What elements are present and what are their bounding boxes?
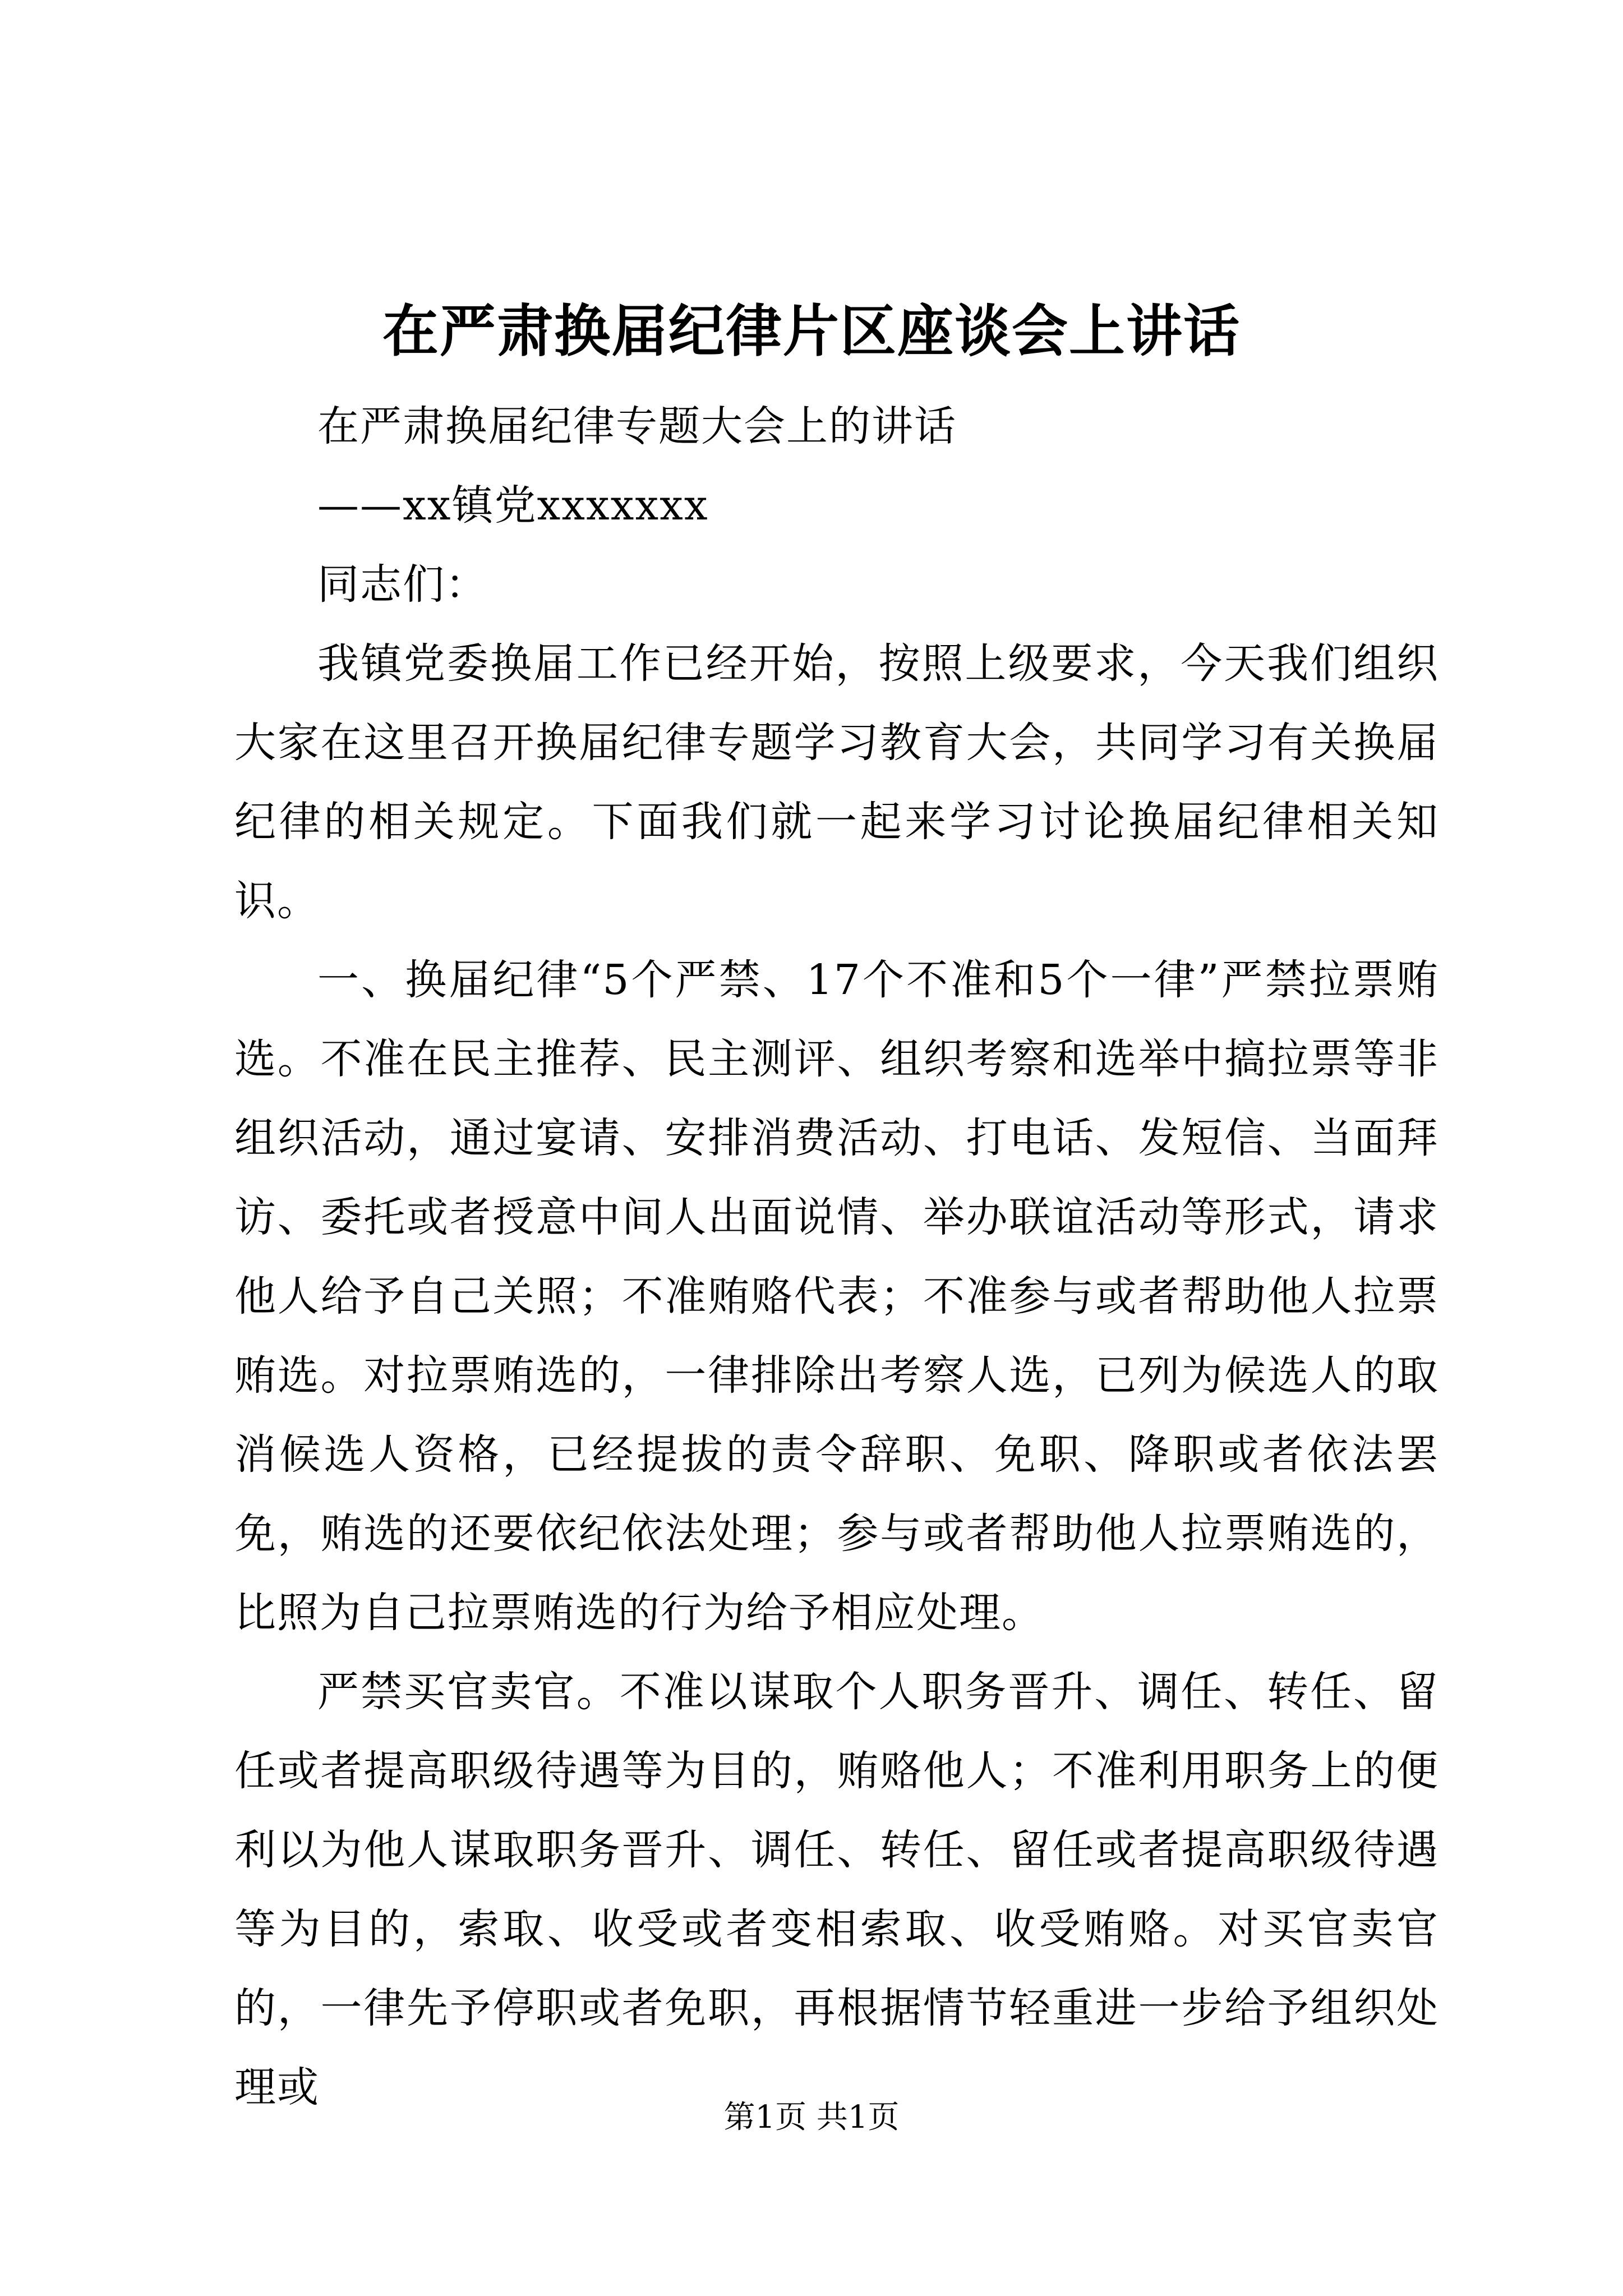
speaker-paragraph: ——xx镇党xxxxxxx [317, 481, 709, 530]
salutation-paragraph: 同志们： [317, 560, 488, 609]
section-one-paragraph: 一、换届纪律“5个严禁、17个不准和5个一律”严禁拉票贿选。不准在民主推荐、民主测评、组织考察和选举中搞拉票等非组织活动，通过宴请、安排消费活动、打电话、发短信、当面拜访、委托或者授意中间人出面说情、举办联谊活动等形式，请求他人给予自己关照；不准贿赂代表；不准参与或者帮助他人拉票贿选。对拉票贿选的，一律排除出考察人选，已列为候选人的取消候选人资格，已经提拔的责令辞职、免职、降职或者依法罢免，贿选的还要依纪依法处理；参与或者帮助他人拉票贿选的，比照为自己拉票贿选的行为给予相应处理。 [234, 956, 1439, 1637]
document-title: 在严肃换届纪律片区座谈会上讲话 [382, 298, 1241, 364]
section-two-paragraph: 严禁买官卖官。不准以谋取个人职务晋升、调任、转任、留任或者提高职级待遇等为目的，贿赂他人；不准利用职务上的便利以为他人谋取职务晋升、调任、转任、留任或者提高职级待遇等为目的，索取、收受或者变相索取、收受贿赂。对买官卖官的，一律先予停职或者免职，再根据情节轻重进一步给予组织处理或 [234, 1668, 1439, 2111]
intro-paragraph: 我镇党委换届工作已经开始，按照上级要求，今天我们组织大家在这里召开换届纪律专题学习教育大会，共同学习有关换届纪律的相关规定。下面我们就一起来学习讨论换届纪律相关知识。 [234, 639, 1439, 925]
page-footer: 第1页 共1页 [723, 2099, 900, 2136]
document-body [234, 387, 1439, 2127]
subtitle-paragraph: 在严肃换届纪律专题大会上的讲话 [317, 402, 957, 450]
